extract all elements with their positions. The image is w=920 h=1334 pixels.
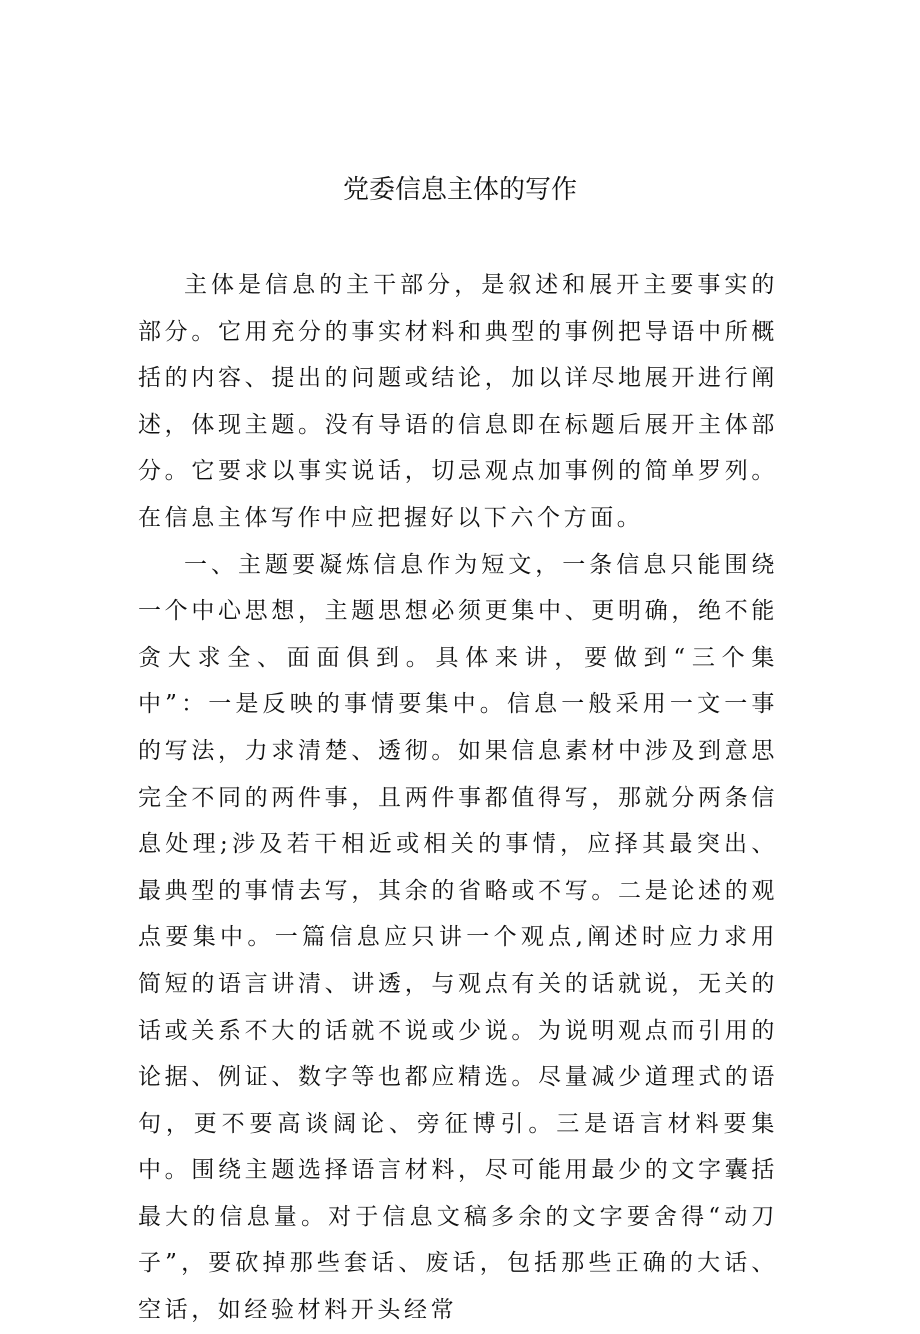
paragraph-intro: 主体是信息的主干部分，是叙述和展开主要事实的部分。它用充分的事实材料和典型的事例把导语中所概括的内容、提出的问题或结论，加以详尽地展开进行阐述，体现主题。没有导语的信息即在标题后展开主体部分。它要求以事实说话，切忌观点加事例的简单罗列。在信息主体写作中应把握好以下六个方面。 — [138, 272, 778, 531]
document-body — [138, 262, 778, 1334]
paragraph-theme-concise: 一、主题要凝炼信息作为短文，一条信息只能围绕一个中心思想，主题思想必须更集中、更明确，绝不能贪大求全、面面俱到。具体来讲，要做到“三个集中”：一是反映的事情要集中。信息一般采用一文一事的写法，力求清楚、透彻。如果信息素材中涉及到意思完全不同的两件事，且两件事都值得写，那就分两条信息处理;涉及若干相近或相关的事情，应择其最突出、最典型的事情去写，其余的省略或不写。二是论述的观点要集中。一篇信息应只讲一个观点,阐述时应力求用简短的语言讲清、讲透，与观点有关的话就说，无关的话或关系不大的话就不说或少说。为说明观点而引用的论据、例证、数字等也都应精选。尽量减少道理式的语句，更不要高谈阔论、旁征博引。三是语言材料要集中。围绕主题选择语言材料，尽可能用最少的文字囊括最大的信息量。对于信息文稿多余的文字要舍得“动刀子”，要砍掉那些套话、废话，包括那些正确的大话、空话，如经验材料开头经常 — [138, 551, 778, 1324]
document-title: 党委信息主体的写作 — [342, 175, 577, 205]
